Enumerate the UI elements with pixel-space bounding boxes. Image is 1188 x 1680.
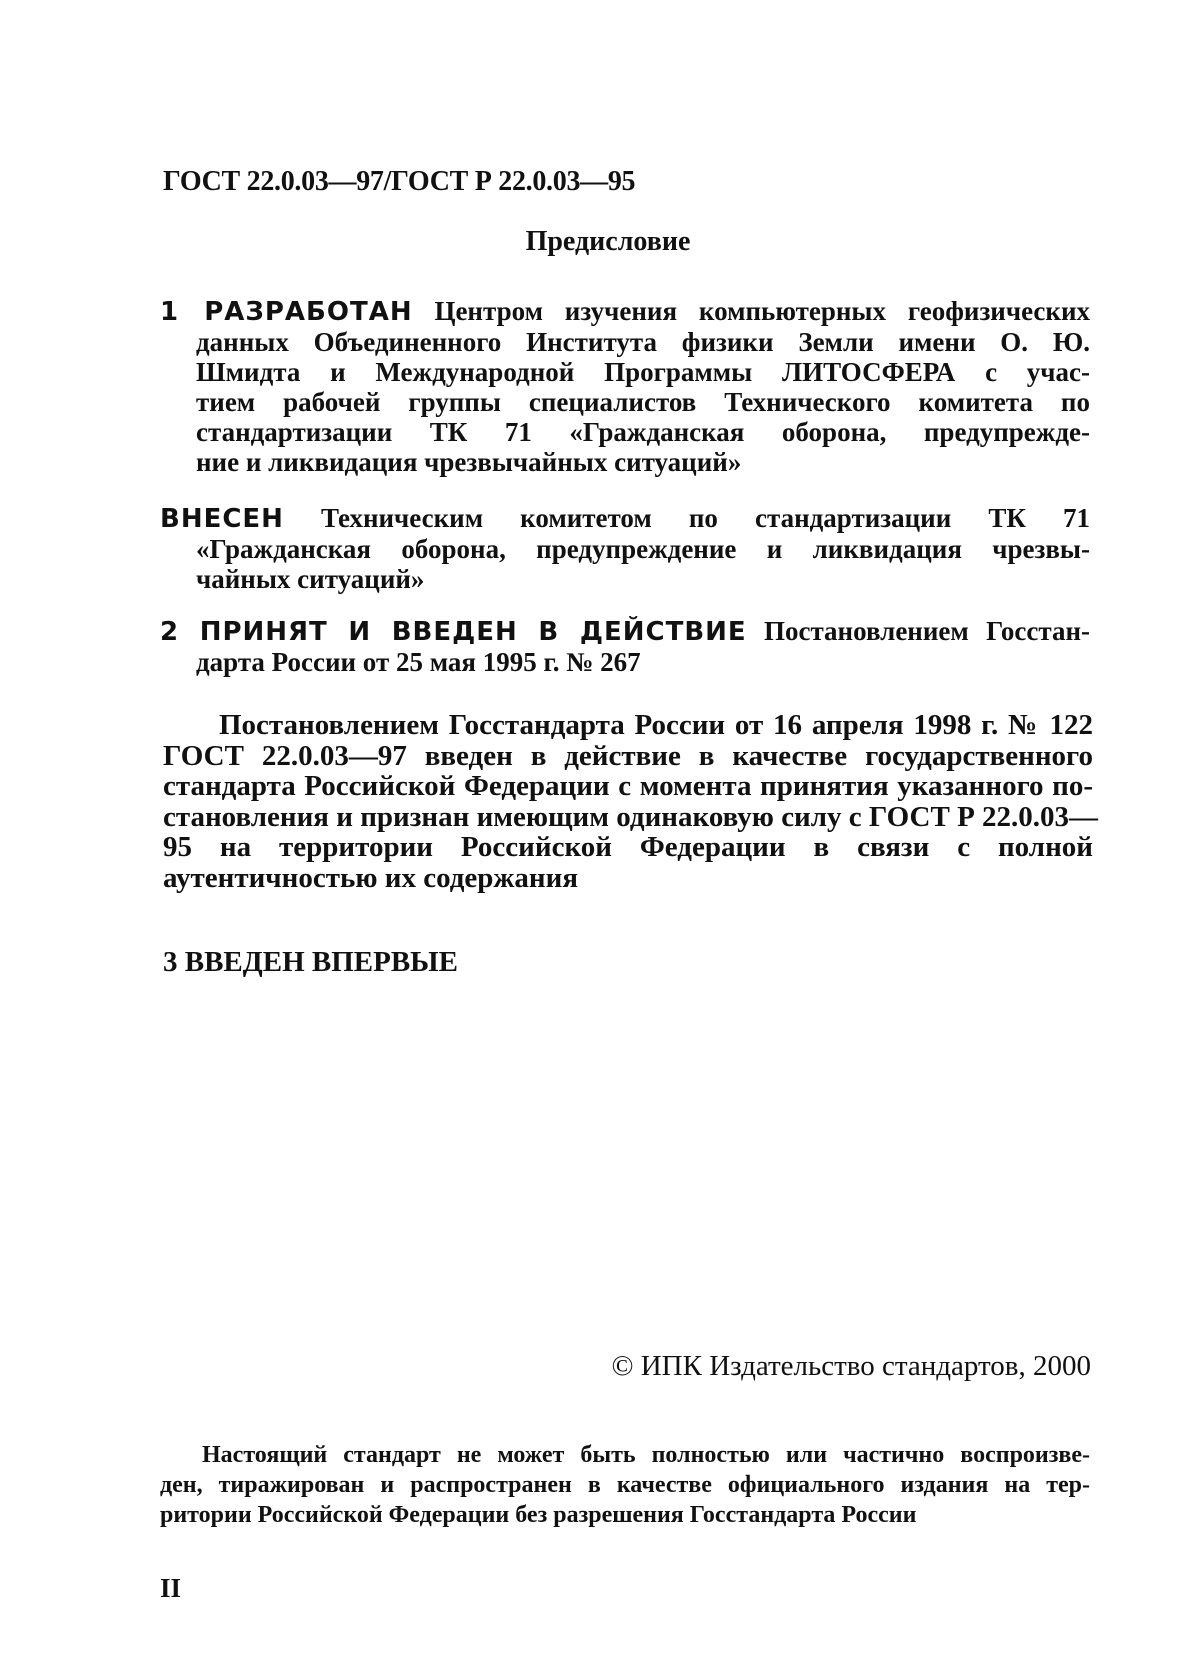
item-introduced-lead: ВНЕСЕН bbox=[160, 504, 284, 534]
item-developed-line-3: Шмидта и Международной Программы ЛИТОСФЕРА с учас- bbox=[196, 357, 1090, 387]
page-number: II bbox=[160, 1573, 182, 1603]
notice-line-3: ритории Российской Федерации без разрешения Госстандарта России bbox=[160, 1502, 917, 1528]
item-developed-lead: 1 РАЗРАБОТАН bbox=[160, 297, 413, 327]
item-developed-line-6: ние и ликвидация чрезвычайных ситуаций» bbox=[196, 447, 742, 477]
item-first-introduced: 3 ВВЕДЕН ВПЕРВЫЕ bbox=[163, 946, 458, 978]
standard-code-header: ГОСТ 22.0.03—97/ГОСТ Р 22.0.03—95 bbox=[163, 166, 636, 197]
item-adopted bbox=[160, 616, 1090, 677]
item-developed-line-1 bbox=[160, 296, 1090, 327]
resolution-line-1: Постановлением Госстандарта России от 16 апреля 1998 г. № 122 bbox=[219, 709, 1093, 741]
item-adopted-text-1: Постановлением Госстан- bbox=[763, 616, 1091, 646]
resolution-line-3: стандарта Российской Федерации с момента принятия указанного по- bbox=[163, 770, 1093, 802]
item-developed bbox=[160, 296, 1090, 477]
resolution-line-4: становления и признан имеющим одинаковую силу с ГОСТ Р 22.0.03— bbox=[163, 800, 1099, 833]
resolution-line-2: ГОСТ 22.0.03—97 введен в действие в качестве государственного bbox=[163, 739, 1093, 772]
item-introduced-text-1: Техническим комитетом по стандартизации ТК 71 bbox=[321, 503, 1090, 533]
copyright-notice: © ИПК Издательство стандартов, 2000 bbox=[611, 1350, 1091, 1382]
notice-line-2: ден, тиражирован и распространен в качестве официального издания на тер- bbox=[160, 1472, 1090, 1498]
item-developed-line-2: данных Объединенного Института физики Земли имени О. Ю. bbox=[196, 327, 1090, 357]
item-developed-line-4: тием рабочей группы специалистов Технического комитета по bbox=[196, 387, 1090, 417]
resolution-line-5: 95 на территории Российской Федерации в связи с полной bbox=[163, 831, 1093, 863]
item-adopted-line-1 bbox=[160, 616, 1090, 647]
notice-line-1: Настоящий стандарт не может быть полностью или частично воспроизве- bbox=[202, 1442, 1090, 1468]
item-introduced-line-1 bbox=[160, 503, 1090, 534]
reproduction-notice bbox=[160, 1440, 1090, 1530]
item-developed-line-5: стандартизации ТК 71 «Гражданская оборона, предупрежде- bbox=[196, 417, 1090, 447]
item-adopted-lead: 2 ПРИНЯТ И ВВЕДЕН В ДЕЙСТВИЕ bbox=[160, 617, 747, 647]
resolution-line-6: аутентичностью их содержания bbox=[163, 861, 579, 894]
item-introduced-by bbox=[160, 503, 1090, 594]
page-title: Предисловие bbox=[525, 226, 691, 257]
resolution-paragraph bbox=[163, 709, 1099, 894]
item-adopted-line-2: дарта России от 25 мая 1995 г. № 267 bbox=[196, 647, 641, 677]
item-introduced-line-3: чайных ситуаций» bbox=[196, 564, 425, 594]
item-developed-text-1: Центром изучения компьютерных геофизических bbox=[434, 296, 1090, 326]
item-introduced-line-2: «Гражданская оборона, предупреждение и ликвидация чрезвы- bbox=[196, 534, 1090, 564]
